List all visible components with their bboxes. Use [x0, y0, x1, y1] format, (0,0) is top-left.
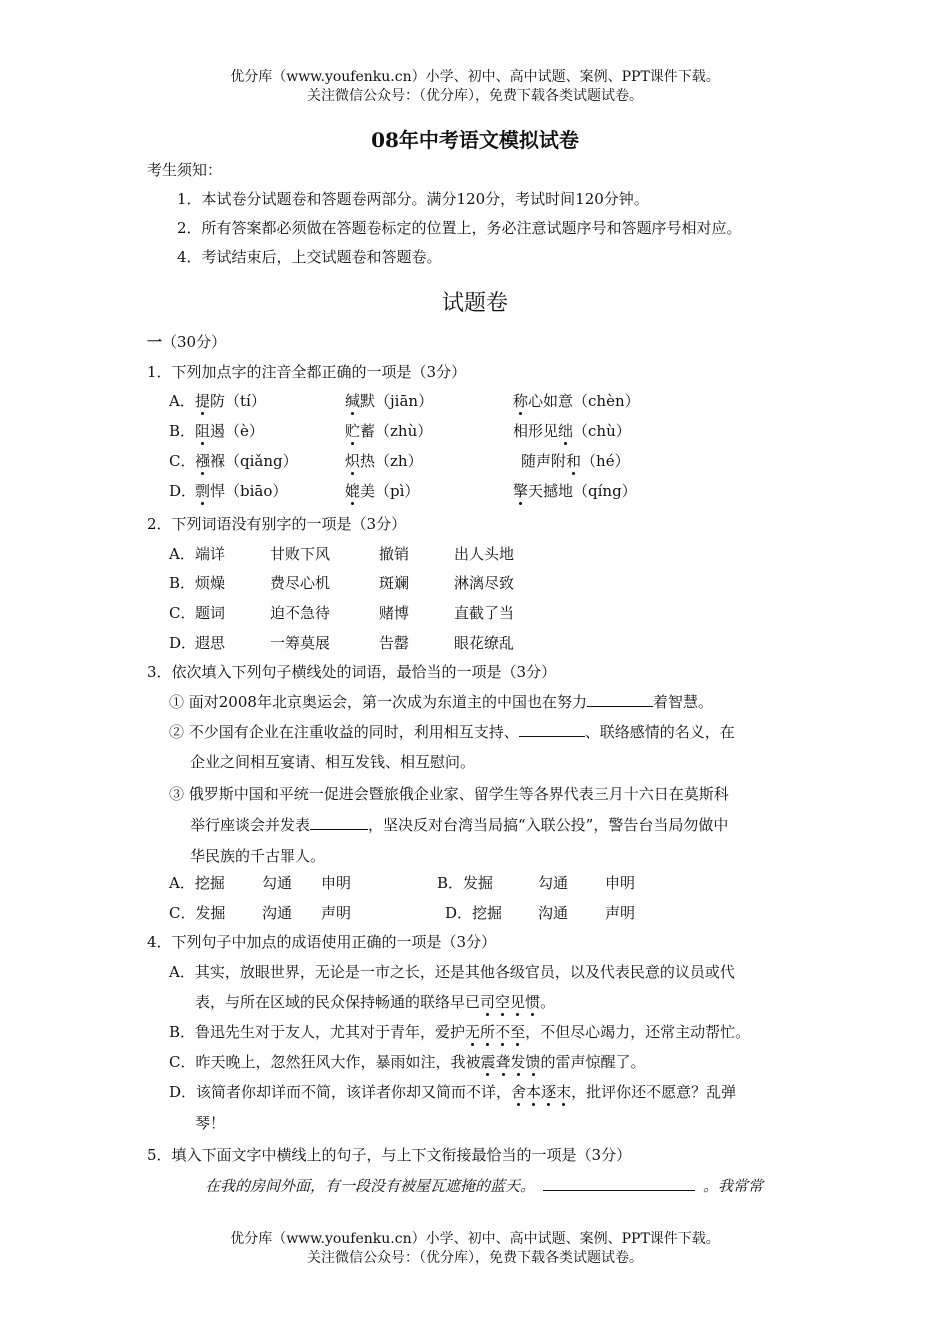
q1-row-a-c3: 称心如意（chèn） [513, 392, 640, 410]
q2-row-c-w3: 赌博 [379, 604, 410, 622]
q1-row-b-c3: 相形见绌（chù） [513, 422, 631, 440]
q3-sentence-3: ③ 俄罗斯中国和平统一促进会暨旅俄企业家、留学生等各界代表三月十六日在莫斯科 [169, 785, 729, 803]
section-1-score: （30分） [162, 333, 227, 351]
page-title: 08年中考语文模拟试卷 [371, 128, 579, 152]
q1-row-a-c2: 缄默（jiān） [345, 392, 434, 410]
q3-stem: 3．依次填入下列句子横线处的词语，最恰当的一项是（3分） [147, 663, 557, 681]
q4-option-d-cont: 琴！ [195, 1114, 226, 1132]
q1-row-b-label: B． [169, 422, 196, 440]
q3-sentence-2: ② 不少国有企业在注重收益的同时，利用相互支持、 、联络感情的名义，在 [169, 723, 735, 741]
q2-row-d-w3: 告罄 [379, 634, 410, 652]
q1-row-c-c3: 随声附和（hé） [521, 452, 630, 470]
q2-row-b-label: B． [169, 574, 196, 592]
header-line-2: 关注微信公众号：（优分库），免费下载各类试题试卷。 [307, 88, 643, 104]
q2-row-b-w3: 斑斓 [379, 574, 410, 592]
header-line-1: 优分库（www.youfenku.cn）小学、初中、高中试题、案例、PPT课件下载。 [230, 69, 720, 85]
q2-row-d-w1: 遐思 [195, 634, 226, 652]
q2-row-d-w2: 一筹莫展 [270, 634, 331, 652]
q2-row-c-w4: 直截了当 [454, 604, 515, 622]
emphasis-char: 无 [465, 1023, 481, 1041]
q4-idiom-a [480, 993, 540, 1011]
emphasis-char: 司 [480, 993, 496, 1011]
q2-row-a-label: A． [169, 545, 195, 563]
q4-stem: 4．下列句子中加点的成语使用正确的一项是（3分） [147, 933, 497, 951]
q1-row-a-c1: 提防（tí） [195, 392, 266, 410]
q5-passage: 在我的房间外面，有一段没有被屋瓦遮掩的蓝天。 。我常常 [205, 1177, 764, 1195]
emphasis-char: 见 [510, 993, 526, 1011]
q2-stem: 2．下列词语没有别字的一项是（3分） [147, 515, 407, 533]
q4-option-d: D．该简者你却详而不简，该详者你却又简而不详，舍本逐末，批评你还不愿意？乱弹 [169, 1083, 737, 1101]
notice-item-1: 1．本试卷分试题卷和答题卷两部分。满分120分，考试时间120分钟。 [177, 190, 649, 208]
q3-option-d-3: 声明 [605, 904, 636, 922]
q2-row-b-w4: 淋漓尽致 [454, 574, 515, 592]
q3-sentence-1: ① 面对2008年北京奥运会，第一次成为东道主的中国也在努力 着智慧。 [169, 693, 713, 711]
q4-idiom-d [511, 1083, 571, 1101]
q3-option-c-2: 沟通 [262, 904, 293, 922]
emphasis-char: 末 [556, 1083, 572, 1101]
emphasis-char: 舍 [511, 1083, 527, 1101]
q1-row-c-c1: 襁褓（qiǎng） [195, 452, 298, 470]
q1-row-d-c2: 媲美（pì） [345, 482, 420, 500]
q2-row-a-w1: 端详 [195, 545, 226, 563]
q3-option-c-3: 声明 [321, 904, 352, 922]
section-subtitle: 试题卷 [441, 291, 508, 316]
footer-line-2: 关注微信公众号：（优分库），免费下载各类试题试卷。 [307, 1250, 643, 1266]
q2-row-a-w2: 甘败下风 [270, 545, 331, 563]
emphasis-char: 至 [510, 1023, 526, 1041]
q3-option-d-1: D．挖掘 [445, 904, 503, 922]
q5-stem: 5．填入下面文字中横线上的句子，与上下文衔接最恰当的一项是（3分） [147, 1146, 632, 1164]
emphasis-char: 所 [480, 1023, 496, 1041]
emphasis-char: 发 [510, 1053, 526, 1071]
emphasis-char: 聋 [495, 1053, 511, 1071]
q4-option-b: B．鲁迅先生对于友人，尤其对于青年，爱护无所不至，不但尽心竭力，还常主动帮忙。 [169, 1023, 751, 1041]
emphasis-char: 空 [495, 993, 511, 1011]
q3-sentence-3-end: 华民族的千古罪人。 [190, 847, 326, 865]
q3-option-a-3: 申明 [321, 874, 352, 892]
q2-row-c-w2: 迫不急待 [270, 604, 331, 622]
q1-row-d-label: D． [169, 482, 197, 500]
emphasis-char: 馈 [525, 1053, 541, 1071]
emphasis-char: 惯 [525, 993, 541, 1011]
q3-option-b-2: 勾通 [538, 874, 569, 892]
q3-sentence-2-cont: 企业之间相互宴请、相互发钱、相互慰问。 [190, 753, 476, 771]
q2-row-b-w1: 烦燥 [195, 574, 226, 592]
section-1-heading [147, 332, 226, 352]
q1-row-b-c1: 阻遏（è） [195, 422, 264, 440]
q4-option-c: C．昨天晚上，忽然狂风大作，暴雨如注，我被震聋发馈的雷声惊醒了。 [169, 1053, 646, 1071]
notice-heading: 考生须知： [147, 161, 223, 179]
q2-row-b-w2: 费尽心机 [270, 574, 331, 592]
q3-option-c-1: C．发掘 [169, 904, 226, 922]
q1-row-d-c3: 擎天撼地（qíng） [513, 482, 637, 500]
q2-row-a-w4: 出人头地 [454, 545, 515, 563]
q2-row-c-w1: 题词 [195, 604, 226, 622]
q1-row-d-c1: 剽悍（biāo） [195, 482, 288, 500]
q4-idiom-b [465, 1023, 525, 1041]
q3-option-a-1: A．挖掘 [169, 874, 225, 892]
emphasis-char: 不 [495, 1023, 511, 1041]
q4-idiom-c [480, 1053, 540, 1071]
q1-row-a-label: A． [169, 392, 195, 410]
q3-option-b-1: B．发掘 [437, 874, 494, 892]
emphasis-char: 逐 [541, 1083, 557, 1101]
q4-option-a-cont: 表，与所在区域的民众保持畅通的联络早已司空见惯。 [195, 993, 556, 1011]
q2-row-a-w3: 撤销 [379, 545, 410, 563]
q2-row-d-w4: 眼花缭乱 [454, 634, 515, 652]
q3-sentence-3-cont: 举行座谈会并发表 ，坚决反对台湾当局搞“入联公投”，警告台当局勿做中 [190, 816, 729, 834]
section-1-mark: 一 [147, 333, 163, 351]
q3-option-a-2: 勾通 [262, 874, 293, 892]
q2-row-d-label: D． [169, 634, 197, 652]
q2-row-c-label: C． [169, 604, 196, 622]
notice-item-3: 4．考试结束后，上交试题卷和答题卷。 [177, 248, 442, 266]
notice-item-2: 2．所有答案都必须做在答题卷标定的位置上，务必注意试题序号和答题序号相对应。 [177, 219, 742, 237]
q3-option-d-2: 沟通 [538, 904, 569, 922]
q4-option-a: A．其实，放眼世界，无论是一市之长，还是其他各级官员，以及代表民意的议员或代 [169, 963, 735, 981]
q1-row-b-c2: 贮蓄（zhù） [345, 422, 433, 440]
q1-row-c-label: C． [169, 452, 196, 470]
q3-option-b-3: 申明 [605, 874, 636, 892]
emphasis-char: 本 [526, 1083, 542, 1101]
q1-stem: 1．下列加点字的注音全都正确的一项是（3分） [147, 363, 467, 381]
footer-line-1: 优分库（www.youfenku.cn）小学、初中、高中试题、案例、PPT课件下载。 [230, 1231, 720, 1247]
emphasis-char: 震 [480, 1053, 496, 1071]
q1-row-c-c2: 炽热（zh） [345, 452, 423, 470]
